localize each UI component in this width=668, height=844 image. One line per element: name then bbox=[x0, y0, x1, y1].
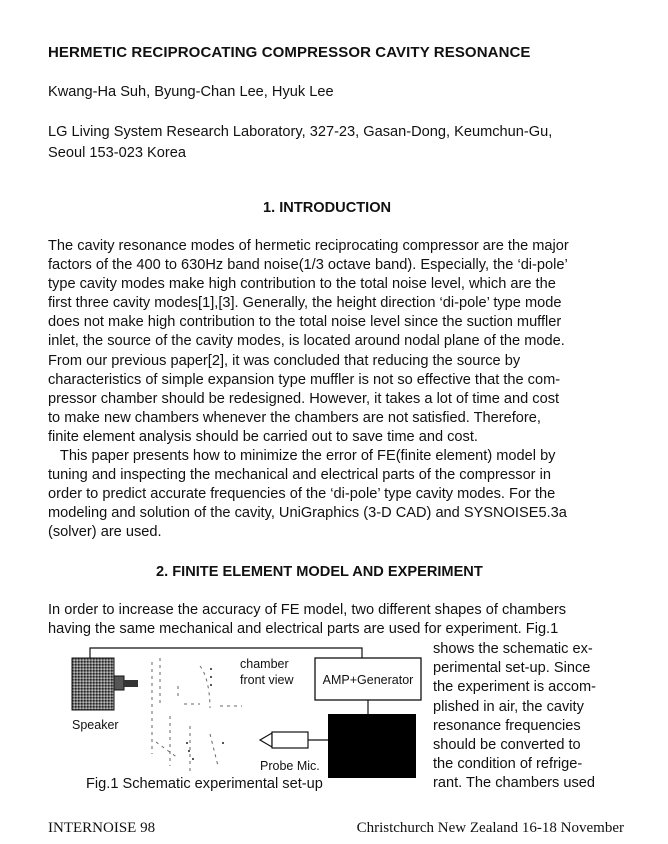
text-line: The cavity resonance modes of hermetic reciprocating compressor are the major bbox=[48, 238, 569, 254]
text-line: the experiment is accom- bbox=[433, 679, 597, 696]
text-line: shows the schematic ex- bbox=[433, 641, 593, 657]
label-amp-generator: AMP+Generator bbox=[322, 673, 414, 687]
speaker-nozzle bbox=[124, 680, 138, 687]
text-line: inlet, the source of the cavity modes, is located around nodal plane of the mode. bbox=[48, 333, 565, 350]
affiliation-line: LG Living System Research Laboratory, 327-23, Gasan-Dong, Keumchun-Gu, bbox=[48, 124, 553, 140]
figure-caption: Fig.1 Schematic experimental set-up bbox=[86, 776, 323, 792]
label-front-view: front view bbox=[240, 673, 294, 687]
text-line: order to predict accurate frequencies of the ‘di-pole’ type cavity modes. For the bbox=[48, 486, 556, 503]
authors: Kwang-Ha Suh, Byung-Chan Lee, Hyuk Lee bbox=[48, 84, 334, 100]
text-line: This paper presents how to minimize the error of FE(finite element) model by bbox=[48, 448, 556, 465]
chamber-outline bbox=[152, 658, 242, 774]
text-line: resonance frequencies bbox=[433, 717, 581, 734]
section-heading-introduction: 1. INTRODUCTION bbox=[263, 200, 392, 216]
text-line: rant. The chambers used bbox=[433, 775, 595, 792]
text-line: having the same mechanical and electrical parts are used for experiment. Fig.1 bbox=[48, 621, 559, 638]
footer-location: Christchurch New Zealand 16-18 November bbox=[356, 820, 624, 836]
text-line: plished in air, the cavity bbox=[433, 698, 584, 715]
section2-body bbox=[48, 601, 628, 639]
figure-schematic bbox=[60, 646, 432, 796]
section2-side-text bbox=[433, 640, 633, 794]
label-chamber: chamber bbox=[240, 657, 289, 671]
text-line: the condition of refrige- bbox=[433, 756, 583, 773]
text-line: From our previous paper[2], it was concluded that reducing the source by bbox=[48, 352, 521, 369]
text-line: factors of the 400 to 630Hz band noise(1/3 octave band). Especially, the ‘di-pole’ bbox=[48, 257, 568, 274]
chamber-dots bbox=[186, 668, 224, 760]
footer-conference: INTERNOISE 98 bbox=[48, 820, 156, 836]
section-heading-fe-model: 2. FINITE ELEMENT MODEL AND EXPERIMENT bbox=[156, 564, 483, 580]
speaker-neck bbox=[114, 676, 124, 690]
text-line: pressor chamber should be redesigned. However, it takes a lot of time and cost bbox=[48, 390, 560, 407]
cable-top bbox=[90, 648, 362, 658]
text-line: should be converted to bbox=[433, 737, 581, 754]
affiliation bbox=[48, 122, 628, 164]
text-line: characteristics of simple expansion type muffler is not so effective that the com- bbox=[48, 371, 561, 388]
speaker-icon bbox=[72, 658, 114, 710]
text-line: type cavity modes make high contribution to the total noise level, which are the bbox=[48, 276, 556, 293]
paper-title: HERMETIC RECIPROCATING COMPRESSOR CAVITY RESONANCE bbox=[48, 44, 531, 61]
label-probe-mic: Probe Mic. bbox=[260, 759, 320, 773]
text-line: first three cavity modes[1],[3]. Generally, the height direction ‘di-pole’ type mode bbox=[48, 295, 562, 312]
text-line: finite element analysis should be carried out to save time and cost. bbox=[48, 428, 478, 445]
analyzer-box bbox=[328, 714, 416, 778]
text-line: (solver) are used. bbox=[48, 524, 162, 541]
probe-mic-tip bbox=[260, 733, 272, 747]
label-speaker: Speaker bbox=[72, 718, 119, 732]
affiliation-line: Seoul 153-023 Korea bbox=[48, 145, 186, 161]
text-line: does not make high contribution to the total noise level since the suction muffler bbox=[48, 314, 562, 331]
text-line: to make new chambers whenever the chambers are not satisfied. Therefore, bbox=[48, 409, 541, 426]
text-line: modeling and solution of the cavity, UniGraphics (3-D CAD) and SYSNOISE5.3a bbox=[48, 505, 567, 522]
probe-mic-icon bbox=[272, 732, 308, 748]
text-line: In order to increase the accuracy of FE model, two different shapes of chambers bbox=[48, 602, 567, 618]
text-line: perimental set-up. Since bbox=[433, 660, 591, 677]
text-line: tuning and inspecting the mechanical and electrical parts of the compressor in bbox=[48, 467, 551, 484]
introduction-body bbox=[48, 237, 628, 543]
